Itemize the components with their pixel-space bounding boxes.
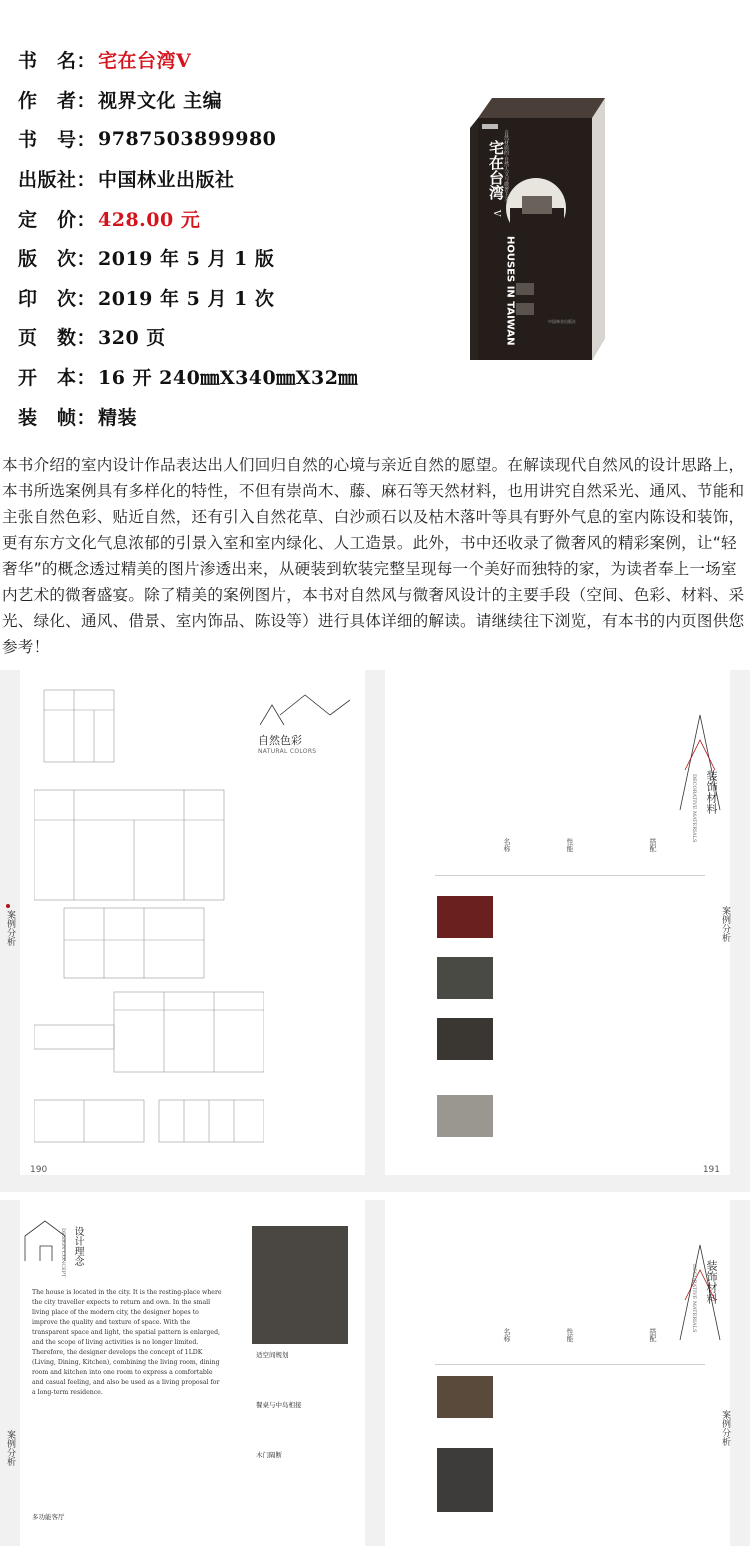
material-photo-5: [437, 1376, 493, 1418]
spread2-left-side-label: 案例分析: [5, 1430, 15, 1466]
caption-2: 餐桌与中岛相接: [256, 1401, 302, 1409]
caption-3: 木门隔断: [256, 1451, 282, 1459]
col-pairing: 搭配: [649, 838, 657, 852]
col-pairing-2: 搭配: [649, 1328, 657, 1342]
book-description: 本书介绍的室内设计作品表达出人们回归自然的心境与亲近自然的愿望。在解读现代自然风的设计思路上，本书所选案例具有多样化的特性，不但有崇尚木、藤、麻石等天然材料，也用讲究自然采光、通风、节能和主张自然色彩、贴近自然，还有引入自然花草、白沙顽石以及枯木落叶等具有野外气息的室内陈设和装饰，更有东方文化气息浓郁的引景入室和室内绿化、人工造景。此外，书中还收录了微奢风的精彩案例，让“轻奢华”的概念透过精美的图片渗透出来，从硬装到软装完整呈现每一个美好而独特的家，为读者奉上一场室内艺术的微奢盛宴。除了精美的案例图片，本书对自然风与微奢风设计的主要手段（空间、色彩、材料、采光、绿化、通风、借景、室内饰品、陈设等）进行具体详细的解读。请继续往下浏览，有本书的内页图供您参考！: [2, 456, 745, 656]
bottom-heading: 多功能客厅: [32, 1513, 65, 1521]
spread1-right-page: [385, 670, 730, 1175]
cover-volume: V: [491, 210, 501, 217]
printing-value: 2019 年 5 月 1 次: [98, 287, 275, 310]
caption-1: 适空间规划: [256, 1351, 289, 1359]
info-row-publisher: 出版社： 中国林业出版社: [18, 159, 438, 199]
cover-title-en: HOUSES IN TAIWAN: [504, 236, 516, 346]
book-cover: [470, 98, 605, 360]
elevation-drawings: [34, 680, 264, 1150]
spread2-right-page: [385, 1200, 730, 1546]
edition-value: 2019 年 5 月 1 版: [98, 248, 275, 271]
material-photo-3: [437, 1018, 493, 1060]
author-value: 视界文化 主编: [98, 89, 223, 112]
spread1-right-section-title: 装饰材料: [705, 770, 718, 814]
interior-photo: [252, 1226, 348, 1344]
material-photo-2: [437, 957, 493, 999]
spread2-left-section-en: DESIGN CONCEPT: [60, 1228, 66, 1278]
material-photo-1: [437, 896, 493, 938]
info-row-edition: 版 次： 2019 年 5 月 1 版: [18, 238, 438, 278]
cover-title-cn: 宅在台湾: [487, 140, 505, 200]
table-rule: [435, 875, 705, 876]
info-row-format: 开 本： 16 开 240㎜X340㎜X32㎜: [18, 357, 438, 397]
spread1-left-side-label: 案例分析: [5, 910, 15, 946]
book-info-list: [18, 40, 438, 436]
isbn-value: 9787503899980: [98, 127, 277, 150]
spread1-left-page: [5, 670, 365, 1175]
english-paragraph: The house is located in the city. It is the resting-place where the city traveller expects to return and own. In the small living place of the modern city, the designer hopes to improve the quality and texture of space. With the transparent space and light, the spatial pattern is enlarged, and the scope of living activities is no longer limited. Therefore, the designer develops the concept of 1LDK (Living, Dining, Kitchen), combining the living room, dining room and kitchen into one room to express a comfortable and casual feeling, and also be used as a living proposal for a long-term residence.: [32, 1289, 222, 1396]
spread1-left-page-number: 190: [30, 1165, 48, 1175]
info-row-title: 书 名： 宅在台湾Ⅴ: [18, 40, 438, 80]
info-row-author: 作 者： 视界文化 主编: [18, 80, 438, 120]
col-name-2: 名称: [503, 1328, 511, 1342]
sample-spread-2: [0, 1200, 750, 1546]
pages-value: 320 页: [98, 327, 166, 350]
spread1-left-section-en: NATURAL COLORS: [258, 748, 317, 755]
format-value: 16 开 240㎜X340㎜X32㎜: [98, 367, 358, 390]
info-row-price: 定 价： 428.00 元: [18, 198, 438, 238]
info-row-binding: 装 帧： 精装: [18, 396, 438, 436]
publisher-value: 中国林业出版社: [98, 169, 235, 192]
spread2-right-section-en: DECORATIVE MATERIALS: [691, 1264, 697, 1333]
price-value: 428.00 元: [98, 208, 201, 231]
col-name: 名称: [503, 838, 511, 852]
table-rule-2: [435, 1364, 705, 1365]
spread1-left-section-title: 自然色彩: [258, 734, 302, 747]
col-performance-2: 性能: [566, 1328, 574, 1342]
col-performance: 性能: [566, 838, 574, 852]
sample-spread-1: [0, 670, 750, 1192]
spread2-left-section-title: 设计理念: [72, 1226, 83, 1266]
spread1-right-page-number: 191: [702, 1165, 720, 1175]
cover-publisher: 中国林业出版社: [548, 319, 576, 324]
cover-tagline: 自然材质的·自然人文与微奢主义: [503, 130, 509, 202]
side-marker: [6, 904, 10, 908]
spread1-right-side-label: 案例分析: [720, 906, 730, 942]
info-row-printing: 印 次： 2019 年 5 月 1 次: [18, 278, 438, 318]
title-value: 宅在台湾Ⅴ: [98, 50, 192, 73]
material-photo-6: [437, 1448, 493, 1512]
spread2-left-page: [5, 1200, 365, 1546]
house-line-icon: [260, 690, 350, 730]
binding-value: 精装: [98, 406, 138, 429]
spread2-right-side-label: 案例分析: [720, 1410, 730, 1446]
info-row-pages: 页 数： 320 页: [18, 317, 438, 357]
info-row-isbn: 书 号： 9787503899980: [18, 127, 277, 152]
spread1-right-section-en: DECORATIVE MATERIALS: [691, 774, 697, 843]
spread2-right-section-title: 装饰材料: [705, 1260, 718, 1304]
material-photo-4: [437, 1095, 493, 1137]
